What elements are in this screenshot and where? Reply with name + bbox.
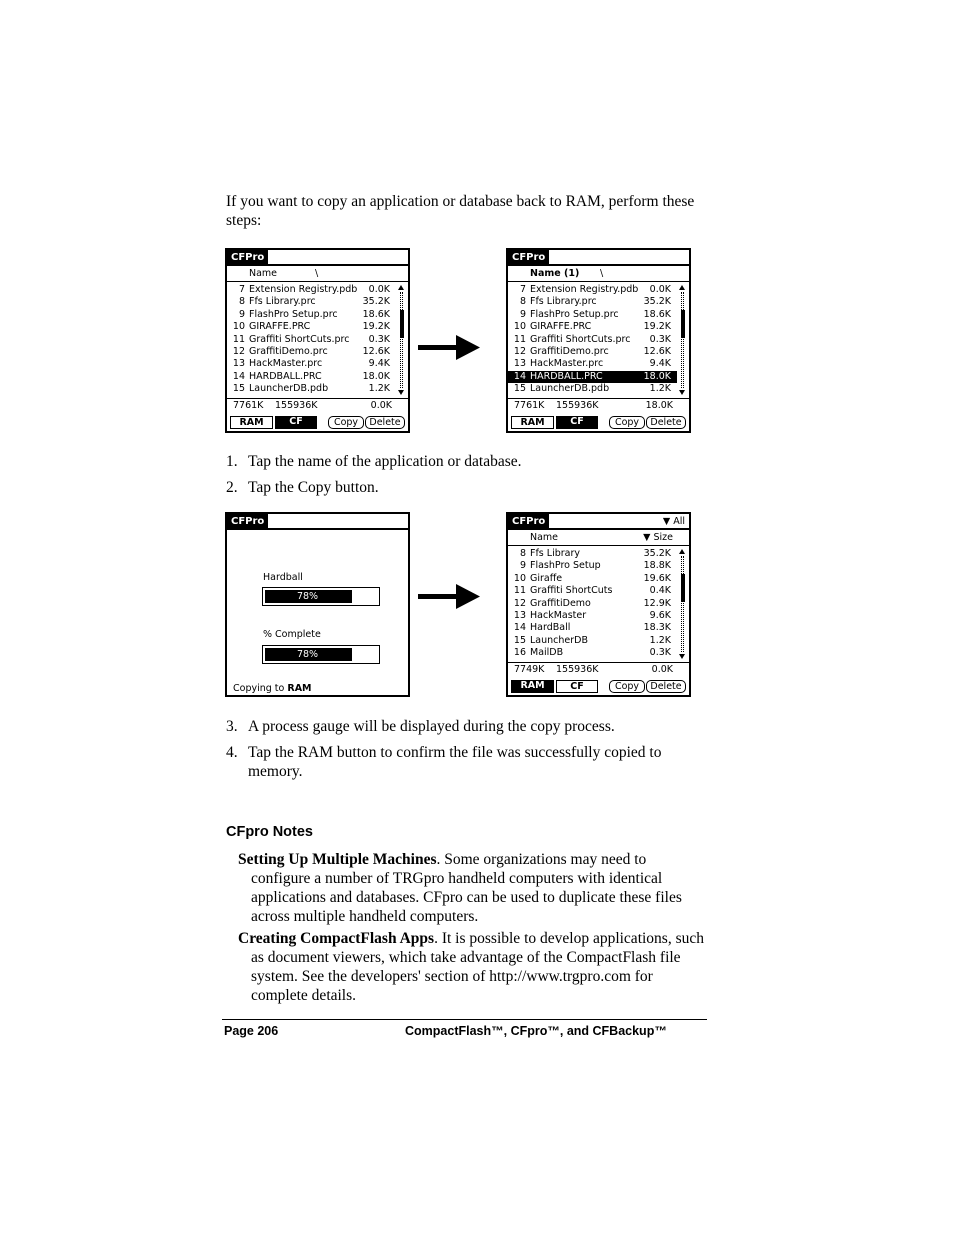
item-number: 12 [232, 345, 245, 357]
intro-paragraph: If you want to copy an application or database back to RAM, perform these steps: [226, 193, 695, 229]
scrollbar[interactable] [679, 285, 686, 395]
item-size: 19.6K [643, 572, 671, 584]
file-list [508, 548, 677, 660]
step-text: Tap the name of the application or database. [248, 453, 522, 470]
item-number: 12 [513, 345, 526, 357]
list-item[interactable] [227, 284, 396, 296]
step-text: Tap the Copy button. [248, 479, 379, 496]
item-size: 18.8K [643, 560, 671, 572]
list-header [508, 267, 689, 282]
item-name: HackMaster.prc [249, 358, 323, 370]
cf-button[interactable]: CF [556, 680, 598, 693]
list-item[interactable] [227, 346, 396, 358]
gauge-file-label: Hardball [263, 572, 303, 583]
title-divider [508, 264, 689, 266]
item-number: 10 [513, 321, 526, 333]
scroll-down-icon[interactable] [679, 654, 685, 659]
item-number: 14 [513, 622, 526, 634]
list-item[interactable] [508, 321, 677, 333]
item-name: Giraffe [530, 572, 563, 584]
step-1 [226, 452, 706, 471]
step-text: Tap the RAM button to confirm the file was successfully copied to memory. [248, 744, 662, 780]
copy-button[interactable]: Copy [609, 680, 645, 693]
list-item[interactable] [227, 358, 396, 370]
header-size[interactable] [643, 531, 673, 545]
category-filter[interactable] [663, 515, 685, 528]
list-item[interactable] [227, 371, 396, 383]
item-size: 0.0K [368, 284, 390, 295]
item-size: 9.4K [368, 358, 390, 370]
file-progress-gauge [262, 587, 380, 606]
item-name: HARDBALL.PRC [530, 370, 603, 382]
item-number: 13 [513, 609, 526, 621]
free-space: 7749K [514, 664, 545, 675]
running-title: CompactFlash™, CFpro™, and CFBackup™ [405, 1024, 667, 1038]
cfpro-screen-selected [506, 248, 691, 433]
scroll-thumb[interactable] [400, 310, 404, 338]
app-title[interactable]: CFPro [508, 514, 549, 529]
list-item[interactable] [508, 383, 677, 395]
item-size: 35.2K [643, 296, 671, 308]
item-name: HARDBALL.PRC [249, 370, 322, 382]
item-name: GraffitiDemo.prc [249, 345, 328, 357]
item-size: 9.6K [649, 609, 671, 621]
scroll-thumb[interactable] [681, 310, 685, 338]
right-arrow-icon [418, 335, 480, 361]
item-name: Ffs Library.prc [530, 296, 597, 308]
sort-indicator[interactable]: \ [315, 268, 319, 279]
item-number: 11 [513, 333, 526, 345]
delete-button[interactable]: Delete [646, 416, 686, 429]
item-size: 19.2K [643, 321, 671, 333]
item-number: 15 [513, 634, 526, 646]
ram-button[interactable]: RAM [511, 680, 554, 693]
item-name: GIRAFFE.PRC [249, 321, 311, 333]
scroll-track[interactable] [681, 292, 684, 388]
button-bar [508, 679, 689, 695]
step-number: 3. [226, 718, 238, 735]
title-divider [508, 528, 689, 530]
item-size: 18.6K [643, 308, 671, 320]
item-size: 0.3K [649, 333, 671, 345]
footer-rule [222, 1019, 707, 1020]
list-item[interactable] [508, 598, 677, 610]
item-name: Graffiti ShortCuts.prc [249, 333, 350, 345]
copying-prefix: Copying to [233, 683, 285, 694]
total-space: 155936K [556, 664, 599, 675]
item-size: 0.4K [649, 585, 671, 597]
item-name: GIRAFFE.PRC [530, 321, 592, 333]
item-size: 35.2K [362, 296, 390, 308]
scroll-down-icon[interactable] [679, 390, 685, 395]
list-item[interactable] [508, 585, 677, 597]
scrollbar[interactable] [679, 549, 686, 659]
page-number: Page 206 [224, 1024, 279, 1038]
list-item[interactable] [508, 647, 677, 659]
app-title[interactable]: CFPro [227, 514, 268, 529]
list-item[interactable] [508, 346, 677, 358]
header-name[interactable]: Name (1) [530, 268, 580, 279]
header-name[interactable]: Name [530, 532, 559, 543]
item-name: Extension Registry.pdb [249, 284, 358, 295]
item-number: 11 [513, 585, 526, 597]
sort-indicator[interactable]: \ [600, 268, 604, 279]
item-number: 9 [519, 308, 526, 320]
scroll-down-icon[interactable] [398, 390, 404, 395]
item-number: 14 [232, 370, 245, 382]
item-number: 15 [232, 383, 245, 395]
item-size: 0.0K [649, 284, 671, 295]
item-number: 8 [519, 296, 526, 308]
gauge-percent: 78% [296, 591, 319, 602]
step-3 [226, 717, 706, 736]
scroll-track[interactable] [400, 292, 403, 388]
item-name: GraffitiDemo.prc [530, 345, 609, 357]
list-item[interactable] [227, 334, 396, 346]
item-size: 12.6K [362, 345, 390, 357]
total-space: 155936K [275, 400, 318, 411]
copy-button[interactable]: Copy [328, 416, 364, 429]
status-bar [227, 398, 408, 413]
note-term: Creating CompactFlash Apps [238, 930, 435, 947]
item-number: 12 [513, 597, 526, 609]
item-number: 16 [513, 647, 526, 659]
file-list [227, 284, 396, 396]
item-size: 19.2K [362, 321, 390, 333]
item-number: 7 [519, 284, 526, 295]
gauge-complete-label: % Complete [263, 629, 321, 640]
item-name: HackMaster.prc [530, 358, 604, 370]
right-arrow-icon [418, 584, 480, 610]
delete-button[interactable]: Delete [646, 680, 686, 693]
cfpro-screen-list [225, 248, 410, 433]
note-multiple-machines [238, 850, 708, 926]
app-title[interactable]: CFPro [508, 250, 549, 265]
list-item[interactable] [508, 635, 677, 647]
item-name: Ffs Library [530, 548, 580, 559]
item-name: Graffiti ShortCuts.prc [530, 333, 631, 345]
free-space: 7761K [514, 400, 545, 411]
copying-target: RAM [287, 683, 312, 694]
list-item[interactable] [508, 284, 677, 296]
step-number: 1. [226, 453, 238, 470]
list-item[interactable] [227, 321, 396, 333]
button-bar [508, 415, 689, 431]
delete-button[interactable]: Delete [365, 416, 405, 429]
note-compactflash-apps [238, 929, 708, 1005]
ram-button[interactable]: RAM [230, 416, 273, 429]
item-number: 9 [519, 560, 526, 572]
item-number: 10 [513, 572, 526, 584]
selected-size: 0.0K [651, 664, 673, 675]
step-number: 2. [226, 479, 238, 496]
item-name: HackMaster [530, 609, 587, 621]
item-size: 0.3K [368, 333, 390, 345]
header-name[interactable]: Name [249, 268, 278, 279]
item-name: Graffiti ShortCuts [530, 585, 613, 597]
item-number: 9 [238, 308, 245, 320]
item-number: 13 [232, 358, 245, 370]
item-size: 18.0K [643, 370, 671, 382]
item-number: 10 [232, 321, 245, 333]
item-number: 14 [513, 370, 526, 382]
item-name: MailDB [530, 647, 564, 659]
status-bar [508, 398, 689, 413]
status-bar [508, 662, 689, 677]
list-header [508, 531, 689, 546]
item-number: 8 [238, 296, 245, 308]
app-title[interactable]: CFPro [227, 250, 268, 265]
copy-button[interactable]: Copy [609, 416, 645, 429]
note-text: . It is possible to develop applications, such as document viewers, which take advantage of the CompactFlash file system. See the developers' section of http://www.trgpro.com for complete details. [251, 930, 704, 1004]
list-header [227, 267, 408, 282]
item-name: GraffitiDemo [530, 597, 591, 609]
item-number: 8 [519, 548, 526, 559]
list-item[interactable] [508, 560, 677, 572]
selected-size: 18.0K [645, 400, 673, 411]
list-item[interactable] [508, 309, 677, 321]
scroll-track[interactable] [681, 556, 684, 652]
list-item[interactable] [508, 358, 677, 370]
item-number: 11 [232, 333, 245, 345]
item-name: Extension Registry.pdb [530, 284, 639, 295]
list-item[interactable] [508, 296, 677, 308]
list-item[interactable] [508, 371, 677, 383]
item-size: 1.2K [649, 383, 671, 395]
item-name: FlashPro Setup [530, 560, 601, 572]
list-item[interactable] [508, 334, 677, 346]
item-size: 18.6K [362, 308, 390, 320]
item-number: 7 [238, 284, 245, 295]
ram-button[interactable]: RAM [511, 416, 554, 429]
item-size: 1.2K [368, 383, 390, 395]
button-bar [227, 415, 408, 431]
list-item[interactable] [508, 622, 677, 634]
scroll-up-icon[interactable] [679, 549, 685, 554]
chevron-down-icon[interactable]: ▼ [662, 516, 671, 527]
item-name: FlashPro Setup.prc [530, 308, 619, 320]
filter-value[interactable]: All [673, 516, 685, 527]
list-item[interactable] [227, 309, 396, 321]
item-name: Ffs Library.prc [249, 296, 316, 308]
item-size: 12.6K [643, 345, 671, 357]
scroll-up-icon[interactable] [679, 285, 685, 290]
note-text: . Some organizations may need to configure a number of TRGpro handheld computers with identical applications and databases. CFpro can be used to duplicate these files across multiple handheld computers. [251, 851, 682, 925]
scrollbar[interactable] [398, 285, 405, 395]
step-text: A process gauge will be displayed during the copy process. [248, 718, 615, 735]
note-term: Setting Up Multiple Machines [238, 851, 437, 868]
item-size: 9.4K [649, 358, 671, 370]
item-number: 13 [513, 358, 526, 370]
item-size: 0.3K [649, 647, 671, 659]
item-name: HardBall [530, 622, 571, 634]
total-progress-gauge [262, 645, 380, 664]
list-item[interactable] [227, 296, 396, 308]
list-item[interactable] [508, 548, 677, 560]
step-2 [226, 478, 706, 497]
list-item[interactable] [227, 383, 396, 395]
item-size: 12.9K [643, 597, 671, 609]
title-divider [227, 528, 408, 530]
cfpro-screen-ram [506, 512, 691, 697]
file-list [508, 284, 677, 396]
section-heading: CFpro Notes [226, 824, 313, 840]
item-name: LauncherDB [530, 634, 588, 646]
scroll-thumb[interactable] [681, 574, 685, 602]
item-number: 15 [513, 383, 526, 395]
item-size: 1.2K [649, 634, 671, 646]
item-name: LauncherDB.pdb [530, 383, 610, 395]
chevron-down-icon[interactable]: ▼ [643, 532, 651, 543]
step-number: 4. [226, 744, 238, 761]
item-name: FlashPro Setup.prc [249, 308, 338, 320]
selected-size: 0.0K [370, 400, 392, 411]
cf-button[interactable]: CF [275, 416, 317, 429]
total-space: 155936K [556, 400, 599, 411]
item-name: LauncherDB.pdb [249, 383, 329, 395]
list-item[interactable] [508, 573, 677, 585]
title-divider [227, 264, 408, 266]
gauge-percent: 78% [296, 649, 319, 660]
item-size: 18.3K [643, 622, 671, 634]
scroll-up-icon[interactable] [398, 285, 404, 290]
cf-button[interactable]: CF [556, 416, 598, 429]
step-4 [226, 743, 706, 781]
copying-status [233, 683, 312, 694]
free-space: 7761K [233, 400, 264, 411]
cfpro-screen-progress [225, 512, 410, 697]
item-size: 35.2K [643, 548, 671, 559]
list-item[interactable] [508, 610, 677, 622]
header-size-label[interactable]: Size [653, 532, 673, 543]
item-size: 18.0K [362, 370, 390, 382]
